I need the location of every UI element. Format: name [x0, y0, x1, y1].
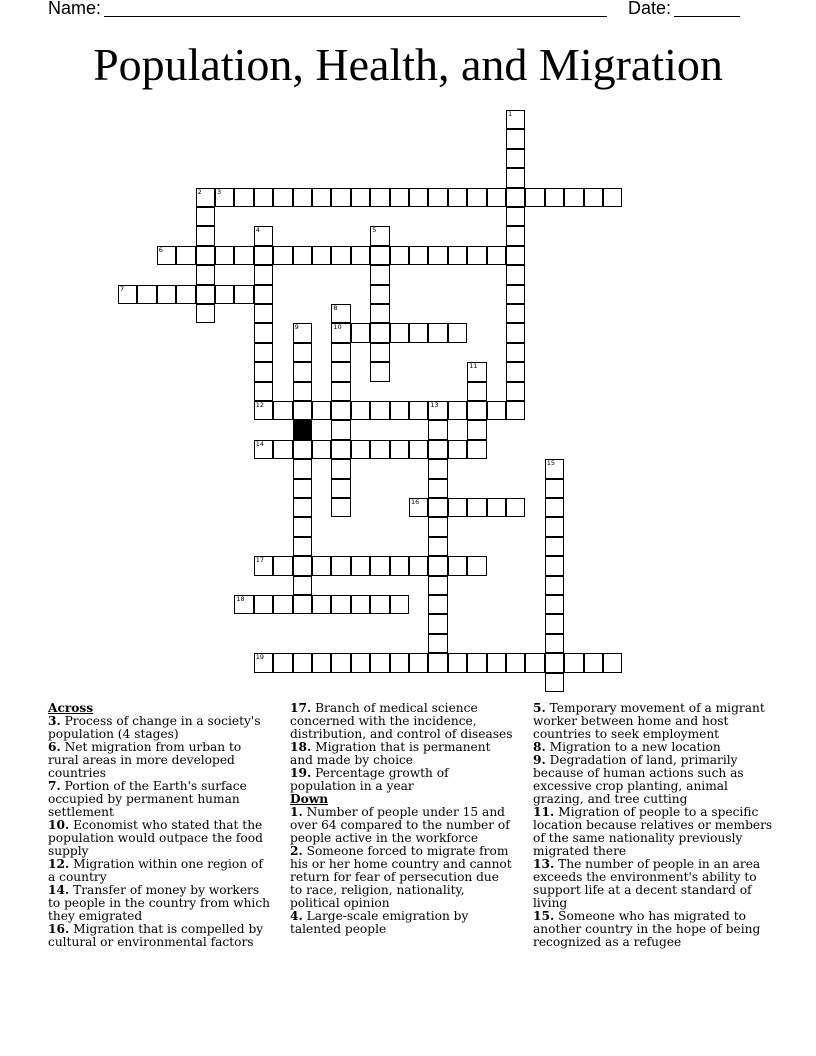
across-clue-list — [48, 715, 273, 949]
crossword-cell[interactable] — [545, 537, 564, 556]
crossword-cell[interactable] — [506, 226, 525, 245]
clue-number: 13 — [430, 401, 439, 409]
crossword-cell[interactable] — [370, 595, 389, 614]
clue-item-text: Percentage growth of population in a year — [290, 766, 449, 793]
clue-item-number: 13. — [533, 857, 555, 871]
crossword-cell[interactable] — [196, 207, 215, 226]
clue-number: 15 — [546, 459, 556, 468]
clue-column-3 — [533, 702, 773, 949]
crossword-cell[interactable] — [293, 479, 312, 498]
clue-column-2 — [290, 702, 515, 936]
crossword-cell[interactable] — [603, 653, 622, 672]
clue-item — [533, 702, 773, 741]
crossword-cell[interactable] — [448, 653, 467, 672]
crossword-cell[interactable] — [254, 595, 273, 614]
crossword-cell[interactable] — [331, 556, 350, 575]
crossword-cell[interactable] — [545, 634, 564, 653]
crossword-cell[interactable] — [428, 517, 447, 536]
clue-item-number: 16. — [48, 922, 70, 936]
crossword-cell[interactable] — [234, 188, 253, 207]
crossword-cell[interactable] — [331, 653, 350, 672]
clue-item — [48, 715, 273, 741]
crossword-cell[interactable] — [351, 188, 370, 207]
crossword-cell[interactable] — [467, 362, 486, 381]
crossword-cell[interactable] — [215, 188, 234, 207]
crossword-cell[interactable] — [234, 246, 253, 265]
crossword-cell[interactable] — [196, 304, 215, 323]
crossword-cell[interactable] — [390, 401, 409, 420]
clue-item-number: 14. — [48, 883, 70, 897]
down-clue-list — [290, 806, 515, 936]
crossword-cell[interactable] — [506, 188, 525, 207]
crossword-cell[interactable] — [390, 440, 409, 459]
crossword-cell[interactable] — [331, 382, 350, 401]
crossword-cell[interactable] — [506, 265, 525, 284]
crossword-cell[interactable] — [506, 207, 525, 226]
crossword-cell[interactable] — [428, 440, 447, 459]
crossword-cell[interactable] — [370, 556, 389, 575]
crossword-cell[interactable] — [273, 188, 292, 207]
clue-number: 19 — [255, 653, 265, 662]
crossword-cell[interactable] — [428, 653, 447, 672]
clue-item-text: Migration that is compelled by cultural or environmental factors — [48, 922, 264, 949]
crossword-cell[interactable] — [448, 401, 467, 420]
crossword-cell[interactable] — [176, 246, 195, 265]
clue-item-text: Degradation of land, primarily because of human actions such as excessive crop planting, animal grazing, and tree cutting — [533, 753, 744, 806]
clue-item-text: Someone who has migrated to another country in the hope of being recognized as a refugee — [533, 909, 761, 949]
crossword-cell[interactable] — [370, 362, 389, 381]
crossword-cell[interactable] — [448, 556, 467, 575]
crossword-cell[interactable] — [293, 323, 312, 342]
crossword-cell[interactable] — [331, 459, 350, 478]
down-heading: Down — [290, 792, 329, 806]
crossword-cell[interactable] — [176, 285, 195, 304]
crossword-cell[interactable] — [370, 246, 389, 265]
crossword-cell[interactable] — [254, 188, 273, 207]
crossword-cell[interactable] — [409, 498, 428, 517]
crossword-cell[interactable] — [293, 343, 312, 362]
crossword-cell[interactable] — [293, 653, 312, 672]
crossword-cell[interactable] — [428, 634, 447, 653]
crossword-cell[interactable] — [545, 556, 564, 575]
crossword-cell[interactable] — [584, 188, 603, 207]
crossword-cell[interactable] — [293, 401, 312, 420]
crossword-cell[interactable] — [273, 595, 292, 614]
crossword-cell[interactable] — [390, 188, 409, 207]
clue-item-text: Migration of people to a specific location because relatives or members of the same nationality previously migrated there — [533, 805, 773, 858]
clue-item-number: 1. — [290, 805, 303, 819]
clue-item-number: 4. — [290, 909, 303, 923]
crossword-cell[interactable] — [331, 188, 350, 207]
clue-number: 4 — [255, 226, 260, 235]
crossword-cell[interactable] — [331, 246, 350, 265]
crossword-cell[interactable] — [564, 188, 583, 207]
across-heading: Across — [48, 701, 94, 715]
crossword-cell[interactable] — [506, 323, 525, 342]
crossword-cell[interactable] — [331, 479, 350, 498]
crossword-cell[interactable] — [254, 556, 273, 575]
clue-item-text: Migration within one region of a country — [48, 857, 263, 884]
crossword-cell[interactable] — [370, 188, 389, 207]
crossword-cell[interactable] — [545, 595, 564, 614]
crossword-cell[interactable] — [428, 595, 447, 614]
crossword-cell[interactable] — [390, 246, 409, 265]
crossword-cell[interactable] — [409, 653, 428, 672]
crossword-cell[interactable] — [487, 653, 506, 672]
clue-item-number: 5. — [533, 701, 546, 715]
crossword-cell[interactable] — [370, 653, 389, 672]
crossword-cell[interactable] — [331, 595, 350, 614]
crossword-cell[interactable] — [448, 498, 467, 517]
crossword-cell[interactable] — [196, 246, 215, 265]
crossword-cell[interactable] — [428, 498, 447, 517]
crossword-cell[interactable] — [254, 246, 273, 265]
crossword-cell[interactable] — [584, 653, 603, 672]
crossword-cell[interactable] — [506, 362, 525, 381]
crossword-cell[interactable] — [448, 188, 467, 207]
crossword-cell[interactable] — [196, 265, 215, 284]
crossword-cell[interactable] — [370, 226, 389, 245]
crossword-cell[interactable] — [545, 498, 564, 517]
crossword-cell[interactable] — [545, 517, 564, 536]
crossword-cell[interactable] — [428, 188, 447, 207]
crossword-cell[interactable] — [545, 459, 564, 478]
crossword-cell[interactable] — [506, 129, 525, 148]
crossword-cell[interactable] — [273, 653, 292, 672]
crossword-cell[interactable] — [409, 556, 428, 575]
crossword-cell[interactable] — [137, 285, 156, 304]
crossword-cell[interactable] — [467, 188, 486, 207]
clue-item-text: Process of change in a society's population (4 stages) — [48, 714, 261, 741]
clue-number: 2 — [197, 187, 202, 196]
crossword-cell[interactable] — [467, 653, 486, 672]
crossword-cell[interactable] — [312, 595, 331, 614]
clue-column-1 — [48, 702, 273, 949]
crossword-cell[interactable] — [273, 556, 292, 575]
clue-item — [533, 754, 773, 806]
crossword-cell[interactable] — [273, 440, 292, 459]
clue-item-number: 19. — [290, 766, 312, 780]
crossword-cell[interactable] — [293, 517, 312, 536]
crossword-cell[interactable] — [157, 285, 176, 304]
clue-item-number: 11. — [533, 805, 555, 819]
crossword-cell[interactable] — [351, 323, 370, 342]
crossword-cell[interactable] — [331, 420, 350, 439]
crossword-cell[interactable] — [312, 440, 331, 459]
crossword-cell[interactable] — [254, 265, 273, 284]
clue-item — [48, 923, 273, 949]
black-square — [293, 420, 312, 439]
crossword-cell[interactable] — [506, 246, 525, 265]
crossword-cell[interactable] — [273, 401, 292, 420]
crossword-cell[interactable] — [487, 188, 506, 207]
clue-number: 3 — [217, 187, 222, 196]
clue-number: 18 — [236, 595, 245, 603]
clue-item-text: Large-scale emigration by talented people — [290, 909, 469, 936]
crossword-cell[interactable] — [254, 401, 273, 420]
crossword-cell[interactable] — [234, 595, 253, 614]
clue-item-text: Migration that is permanent and made by choice — [290, 740, 491, 767]
crossword-cell[interactable] — [312, 246, 331, 265]
clue-item-number: 3. — [48, 714, 61, 728]
clue-item-number: 8. — [533, 740, 546, 754]
clue-item — [48, 884, 273, 923]
crossword-cell[interactable] — [370, 304, 389, 323]
crossword-cell[interactable] — [293, 595, 312, 614]
crossword-cell[interactable] — [506, 168, 525, 187]
crossword-cell[interactable] — [564, 653, 583, 672]
crossword-cell[interactable] — [293, 440, 312, 459]
crossword-cell[interactable] — [545, 479, 564, 498]
across-clue-list-continued — [290, 702, 515, 793]
crossword-cell[interactable] — [467, 498, 486, 517]
clue-item-text: Someone forced to migrate from his or her home country and cannot return for fear of persecution due to race, religion, nationality, political opinion — [290, 844, 512, 910]
clue-item-text: Number of people under 15 and over 64 compared to the number of people active in the workforce — [290, 805, 510, 845]
crossword-cell[interactable] — [293, 246, 312, 265]
crossword-cell[interactable] — [487, 246, 506, 265]
clue-item-number: 2. — [290, 844, 303, 858]
crossword-cell[interactable] — [525, 188, 544, 207]
crossword-cell[interactable] — [254, 323, 273, 342]
clue-item-number: 6. — [48, 740, 61, 754]
crossword-cell[interactable] — [467, 556, 486, 575]
crossword-cell[interactable] — [448, 323, 467, 342]
crossword-cell[interactable] — [293, 459, 312, 478]
crossword-cell[interactable] — [428, 556, 447, 575]
crossword-cell[interactable] — [467, 420, 486, 439]
clue-item-text: Transfer of money by workers to people in the country from which they emigrated — [48, 883, 271, 923]
crossword-cell[interactable] — [312, 556, 331, 575]
clue-item-text: Migration to a new location — [545, 740, 721, 754]
crossword-cell[interactable] — [390, 323, 409, 342]
crossword-cell[interactable] — [254, 343, 273, 362]
crossword-cell[interactable] — [506, 343, 525, 362]
clue-item — [48, 819, 273, 858]
crossword-cell[interactable] — [331, 498, 350, 517]
clue-item-text: Net migration from urban to rural areas in more developed countries — [48, 740, 242, 780]
clue-number: 6 — [158, 245, 163, 254]
crossword-cell[interactable] — [545, 576, 564, 595]
down-clue-list-continued — [533, 702, 773, 949]
clue-item-text: Branch of medical science concerned with the incidence, distribution, and control of diseases — [290, 701, 513, 741]
crossword-cell[interactable] — [428, 576, 447, 595]
crossword-cell[interactable] — [506, 653, 525, 672]
crossword-cell[interactable] — [331, 362, 350, 381]
crossword-cell[interactable] — [506, 401, 525, 420]
crossword-cell[interactable] — [312, 401, 331, 420]
crossword-cell[interactable] — [293, 382, 312, 401]
name-label: Name: — [48, 0, 102, 18]
crossword-cell[interactable] — [409, 188, 428, 207]
crossword-cell[interactable] — [487, 498, 506, 517]
crossword-cell[interactable] — [428, 246, 447, 265]
crossword-cell[interactable] — [370, 401, 389, 420]
clue-number: 12 — [255, 401, 265, 409]
clue-item — [533, 806, 773, 858]
crossword-cell[interactable] — [409, 440, 428, 459]
clue-item — [290, 845, 515, 910]
crossword-cell[interactable] — [428, 420, 447, 439]
crossword-cell[interactable] — [545, 653, 564, 672]
crossword-cell[interactable] — [428, 323, 447, 342]
crossword-cell[interactable] — [603, 188, 622, 207]
crossword-cell[interactable] — [157, 246, 176, 265]
crossword-cell[interactable] — [312, 188, 331, 207]
clue-number: 17 — [255, 556, 265, 565]
crossword-cell[interactable] — [428, 459, 447, 478]
crossword-cell[interactable] — [428, 537, 447, 556]
crossword-cell[interactable] — [506, 149, 525, 168]
crossword-cell[interactable] — [506, 498, 525, 517]
crossword-cell[interactable] — [331, 323, 350, 342]
crossword-cell[interactable] — [448, 440, 467, 459]
crossword-cell[interactable] — [390, 653, 409, 672]
clue-item — [48, 780, 273, 819]
clue-item-number: 9. — [533, 753, 546, 767]
clue-number: 5 — [372, 226, 377, 235]
clue-item-number: 17. — [290, 701, 312, 715]
crossword-cell[interactable] — [390, 595, 409, 614]
crossword-cell[interactable] — [467, 401, 486, 420]
crossword-cell[interactable] — [293, 188, 312, 207]
crossword-cell[interactable] — [351, 556, 370, 575]
crossword-cell[interactable] — [312, 653, 331, 672]
crossword-cell[interactable] — [254, 226, 273, 245]
page-title: Population, Health, and Migration — [93, 39, 723, 90]
clue-item-number: 12. — [48, 857, 70, 871]
crossword-cell[interactable] — [196, 226, 215, 245]
crossword-cell[interactable] — [467, 440, 486, 459]
crossword-cell[interactable] — [545, 188, 564, 207]
crossword-cell[interactable] — [351, 595, 370, 614]
crossword-cell[interactable] — [487, 401, 506, 420]
crossword-cell[interactable] — [331, 343, 350, 362]
crossword-cell[interactable] — [351, 401, 370, 420]
clue-item — [533, 858, 773, 910]
crossword-cell[interactable] — [351, 440, 370, 459]
crossword-cell[interactable] — [118, 285, 137, 304]
crossword-cell[interactable] — [331, 401, 350, 420]
clue-item-number: 18. — [290, 740, 312, 754]
clue-item — [290, 702, 515, 741]
crossword-cell[interactable] — [428, 614, 447, 633]
date-label: Date: — [628, 0, 672, 18]
crossword-cell[interactable] — [254, 304, 273, 323]
crossword-cell[interactable] — [254, 382, 273, 401]
clue-item-number: 15. — [533, 909, 555, 923]
clue-item-text: The number of people in an area exceeds the environment's ability to support life at a decent standard of living — [533, 857, 761, 910]
crossword-cell[interactable] — [506, 110, 525, 129]
crossword-cell[interactable] — [196, 188, 215, 207]
clue-item — [533, 910, 773, 949]
clue-item-number: 10. — [48, 818, 70, 832]
crossword-cell[interactable] — [506, 285, 525, 304]
crossword-cell[interactable] — [409, 323, 428, 342]
clue-item — [290, 806, 515, 845]
crossword-cell[interactable] — [545, 614, 564, 633]
crossword-cell[interactable] — [293, 362, 312, 381]
crossword-cell[interactable] — [254, 362, 273, 381]
crossword-cell[interactable] — [390, 556, 409, 575]
crossword-cell[interactable] — [370, 265, 389, 284]
clue-item-text: Portion of the Earth's surface occupied by permanent human settlement — [48, 779, 247, 819]
crossword-cell[interactable] — [196, 285, 215, 304]
crossword-cell[interactable] — [506, 304, 525, 323]
clue-item — [290, 910, 515, 936]
crossword-cell[interactable] — [428, 401, 447, 420]
clue-number: 11 — [469, 362, 478, 371]
clue-item — [290, 767, 515, 793]
crossword-cell[interactable] — [293, 556, 312, 575]
clue-number: 8 — [333, 304, 338, 312]
crossword-cell[interactable] — [351, 246, 370, 265]
clue-number: 7 — [120, 284, 125, 293]
crossword-cell[interactable] — [331, 440, 350, 459]
crossword-cell[interactable] — [215, 285, 234, 304]
clue-item — [48, 858, 273, 884]
crossword-cell[interactable] — [409, 401, 428, 420]
crossword-cell[interactable] — [293, 537, 312, 556]
clue-number: 10 — [333, 323, 342, 332]
clue-item-number: 7. — [48, 779, 61, 793]
crossword-cell[interactable] — [370, 440, 389, 459]
clue-item-text: Economist who stated that the population would outpace the food supply — [48, 818, 263, 858]
clue-item — [290, 741, 515, 767]
crossword-cell[interactable] — [254, 440, 273, 459]
crossword-cell[interactable] — [545, 673, 564, 692]
crossword-cell[interactable] — [525, 653, 544, 672]
clue-number: 16 — [411, 498, 420, 506]
clue-number: 14 — [255, 439, 265, 448]
crossword-cell[interactable] — [293, 498, 312, 517]
crossword-cell[interactable] — [331, 304, 350, 323]
crossword-cell[interactable] — [467, 382, 486, 401]
crossword-cell[interactable] — [370, 343, 389, 362]
crossword-cell[interactable] — [293, 576, 312, 595]
clue-item-text: Temporary movement of a migrant worker between home and host countries to seek employment — [533, 701, 765, 741]
crossword-cell[interactable] — [215, 246, 234, 265]
crossword-cell[interactable] — [506, 382, 525, 401]
clue-number: 1 — [508, 110, 513, 118]
crossword-cell[interactable] — [467, 246, 486, 265]
clue-item — [48, 741, 273, 780]
crossword-cell[interactable] — [409, 246, 428, 265]
clue-number: 9 — [294, 323, 299, 332]
crossword-cell[interactable] — [254, 285, 273, 304]
crossword-cell[interactable] — [448, 246, 467, 265]
crossword-cell[interactable] — [234, 285, 253, 304]
crossword-cell[interactable] — [370, 285, 389, 304]
crossword-cell[interactable] — [370, 323, 389, 342]
crossword-cell[interactable] — [273, 246, 292, 265]
crossword-cell[interactable] — [254, 653, 273, 672]
crossword-cell[interactable] — [428, 479, 447, 498]
crossword-cell[interactable] — [351, 653, 370, 672]
